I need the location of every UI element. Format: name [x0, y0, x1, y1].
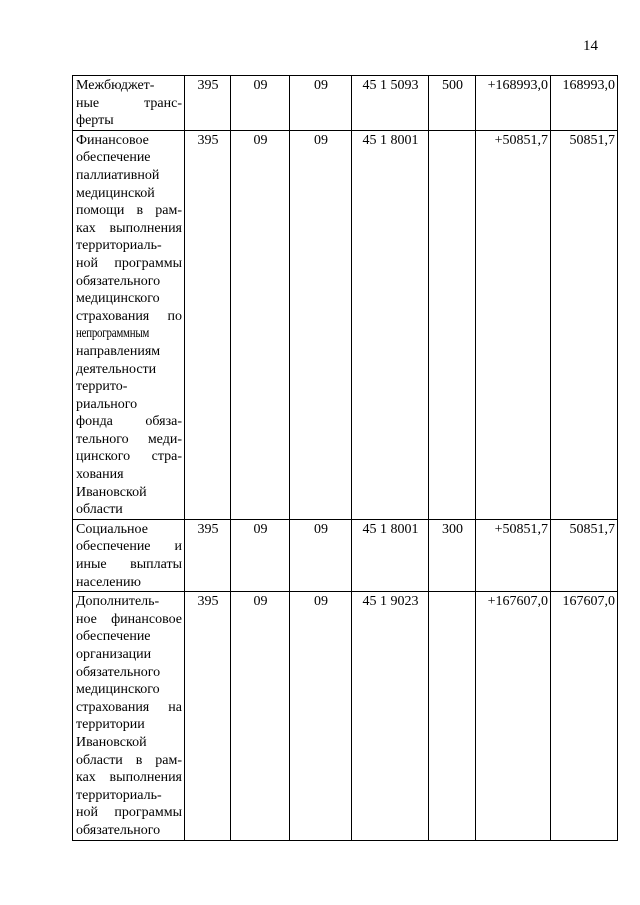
cell-name: [73, 130, 185, 519]
name-line: страхования по: [76, 308, 182, 324]
cell-total: 50851,7: [551, 130, 618, 519]
page-number: 14: [583, 38, 598, 54]
cell-name: [73, 76, 185, 131]
cell-expense-type: [429, 592, 476, 840]
name-line: риального: [76, 396, 138, 412]
name-line: террито-: [76, 379, 128, 395]
name-line: цинского стра-: [76, 449, 182, 465]
table-row: [73, 519, 618, 591]
budget-table: [72, 75, 618, 841]
cell-target-article: 45 1 8001: [352, 519, 429, 591]
name-line: территориаль-: [76, 238, 162, 254]
table-row: [73, 76, 618, 131]
cell-code: 395: [185, 592, 231, 840]
name-line: ные транс-: [76, 95, 182, 111]
table-row: [73, 592, 618, 840]
name-line: территории: [76, 717, 145, 733]
cell-target-article: 45 1 8001: [352, 130, 429, 519]
cell-section: 09: [231, 76, 290, 131]
name-line: ферты: [76, 113, 114, 129]
name-line: области: [76, 502, 123, 518]
cell-name: [73, 519, 185, 591]
name-line: непрограммным: [76, 326, 150, 342]
cell-section: 09: [231, 130, 290, 519]
name-line: ной программы: [76, 805, 182, 821]
cell-total: 167607,0: [551, 592, 618, 840]
cell-code: 395: [185, 130, 231, 519]
cell-section: 09: [231, 519, 290, 591]
cell-subsection: 09: [290, 519, 352, 591]
name-line: территориаль-: [76, 787, 162, 803]
cell-name: [73, 592, 185, 840]
name-line: населению: [76, 574, 141, 590]
cell-expense-type: 300: [429, 519, 476, 591]
name-line: страхования на: [76, 699, 182, 715]
name-line: обеспечение: [76, 150, 151, 166]
name-line: помощи в рам-: [76, 203, 182, 219]
cell-subsection: 09: [290, 592, 352, 840]
name-line: направлениям: [76, 343, 161, 359]
name-line: медицинского: [76, 291, 160, 307]
cell-target-article: 45 1 5093: [352, 76, 429, 131]
name-line: Финансовое: [76, 132, 149, 148]
cell-section: 09: [231, 592, 290, 840]
name-line: обязательного: [76, 273, 161, 289]
name-line: ках выполнения: [76, 770, 182, 786]
name-line: паллиативной: [76, 167, 160, 183]
name-line: хования: [76, 467, 124, 483]
cell-total: 50851,7: [551, 519, 618, 591]
cell-subsection: 09: [290, 130, 352, 519]
name-line: обязательного: [76, 822, 161, 838]
name-line: обязательного: [76, 664, 161, 680]
table-row: [73, 130, 618, 519]
cell-change: +50851,7: [476, 519, 551, 591]
name-line: Ивановской: [76, 484, 147, 500]
name-line: Социальное: [76, 521, 148, 537]
name-line: медицинского: [76, 682, 160, 698]
name-line: Межбюджет-: [76, 78, 155, 93]
cell-target-article: 45 1 9023: [352, 592, 429, 840]
cell-change: +50851,7: [476, 130, 551, 519]
name-line: обеспечение: [76, 629, 151, 645]
cell-subsection: 09: [290, 76, 352, 131]
name-line: Ивановской: [76, 734, 147, 750]
name-line: области в рам-: [76, 752, 182, 768]
cell-expense-type: [429, 130, 476, 519]
name-line: иные выплаты: [76, 557, 182, 573]
name-line: организации: [76, 647, 152, 662]
cell-change: +168993,0: [476, 76, 551, 131]
name-line: Дополнитель-: [76, 594, 160, 610]
name-line: медицинской: [76, 185, 155, 201]
name-line: тельного меди-: [76, 431, 182, 447]
name-line: обеспечение и: [76, 539, 182, 555]
cell-code: 395: [185, 519, 231, 591]
name-line: деятельности: [76, 361, 157, 377]
cell-change: +167607,0: [476, 592, 551, 840]
cell-expense-type: 500: [429, 76, 476, 131]
name-line: ках выполнения: [76, 220, 182, 236]
cell-code: 395: [185, 76, 231, 131]
name-line: фонда обяза-: [76, 414, 182, 430]
cell-total: 168993,0: [551, 76, 618, 131]
name-line: ной программы: [76, 255, 182, 271]
name-line: ное финансовое: [76, 611, 182, 627]
